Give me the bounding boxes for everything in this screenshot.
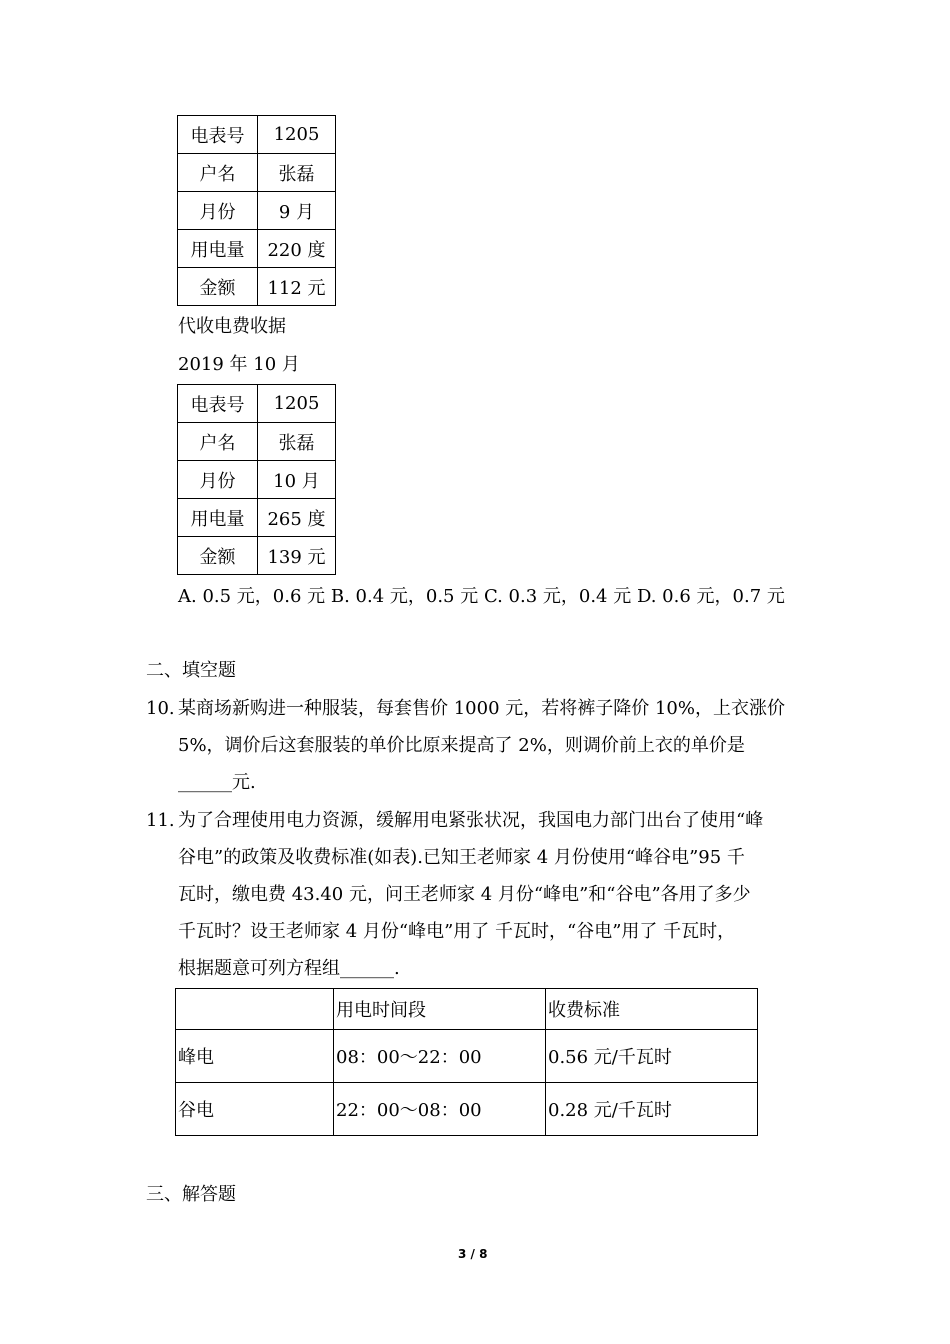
table-cell: 22：00～08：00 <box>334 1083 546 1136</box>
question-text-line: 千瓦时？设王老师家 4 月份“峰电”用了 千瓦时，“谷电”用了 千瓦时， <box>178 921 736 942</box>
table-row <box>178 268 336 306</box>
table-cell: 谷电 <box>176 1083 334 1136</box>
table-header-row <box>176 989 758 1030</box>
table-header-cell: 收费标准 <box>546 989 758 1030</box>
table-row <box>178 230 336 268</box>
question-text-line: 谷电”的政策及收费标准(如表).已知王老师家 4 月份使用“峰谷电”95 千 <box>178 847 745 868</box>
question-text-line: 某商场新购进一种服装，每套售价 1000 元，若将裤子降价 10%，上衣涨价 <box>178 698 785 719</box>
page-number: 3 / 8 <box>458 1247 488 1261</box>
table-row <box>178 116 336 154</box>
answer-options: A. 0.5 元，0.6 元 B. 0.4 元，0.5 元 C. 0.3 元，0.4 元 D. 0.6 元，0.7 元 <box>178 586 785 607</box>
table-cell: 用电量 <box>178 230 258 268</box>
question-number: 10. <box>146 698 175 719</box>
table-row <box>178 154 336 192</box>
table-cell: 月份 <box>178 192 258 230</box>
section-heading-fill-in: 二、填空题 <box>146 660 236 681</box>
table-cell: 电表号 <box>178 116 258 154</box>
receipt-table-1 <box>177 115 336 306</box>
table-cell: 户名 <box>178 154 258 192</box>
table-row <box>178 499 336 537</box>
table-cell: 用电量 <box>178 499 258 537</box>
question-text-line: 为了合理使用电力资源，缓解用电紧张状况，我国电力部门出台了使用“峰 <box>178 810 764 831</box>
question-number: 11. <box>146 810 175 831</box>
table-cell: 月份 <box>178 461 258 499</box>
table-header-cell: 用电时间段 <box>334 989 546 1030</box>
table-row <box>178 537 336 575</box>
table-cell: 08：00～22：00 <box>334 1030 546 1083</box>
receipt-date: 2019 年 10 月 <box>178 354 300 375</box>
question-text-line: 5%，调价后这套服装的单价比原来提高了 2%，则调价前上衣的单价是 <box>178 735 745 756</box>
table-row <box>178 423 336 461</box>
question-text-line: 根据题意可列方程组______. <box>178 958 400 979</box>
section-heading-answer: 三、解答题 <box>146 1184 236 1205</box>
table-cell: 峰电 <box>176 1030 334 1083</box>
table-row <box>178 192 336 230</box>
table-cell: 张磊 <box>258 423 336 461</box>
table-cell: 139 元 <box>258 537 336 575</box>
table-row <box>176 1083 758 1136</box>
table-cell: 0.28 元/千瓦时 <box>546 1083 758 1136</box>
table-cell: 10 月 <box>258 461 336 499</box>
table-cell: 金额 <box>178 537 258 575</box>
table-header-cell <box>176 989 334 1030</box>
table-cell: 1205 <box>258 116 336 154</box>
table-cell: 220 度 <box>258 230 336 268</box>
tariff-table <box>175 988 758 1136</box>
question-text-line: ______元. <box>178 772 256 793</box>
receipt-table-2 <box>177 384 336 575</box>
table-cell: 0.56 元/千瓦时 <box>546 1030 758 1083</box>
table-cell: 112 元 <box>258 268 336 306</box>
table-cell: 张磊 <box>258 154 336 192</box>
question-text-line: 瓦时，缴电费 43.40 元，问王老师家 4 月份“峰电”和“谷电”各用了多少 <box>178 884 751 905</box>
table-row <box>178 461 336 499</box>
table-cell: 金额 <box>178 268 258 306</box>
table-row <box>176 1030 758 1083</box>
receipt-caption: 代收电费收据 <box>178 316 286 337</box>
table-row <box>178 385 336 423</box>
table-cell: 265 度 <box>258 499 336 537</box>
table-cell: 户名 <box>178 423 258 461</box>
table-cell: 9 月 <box>258 192 336 230</box>
table-cell: 电表号 <box>178 385 258 423</box>
table-cell: 1205 <box>258 385 336 423</box>
